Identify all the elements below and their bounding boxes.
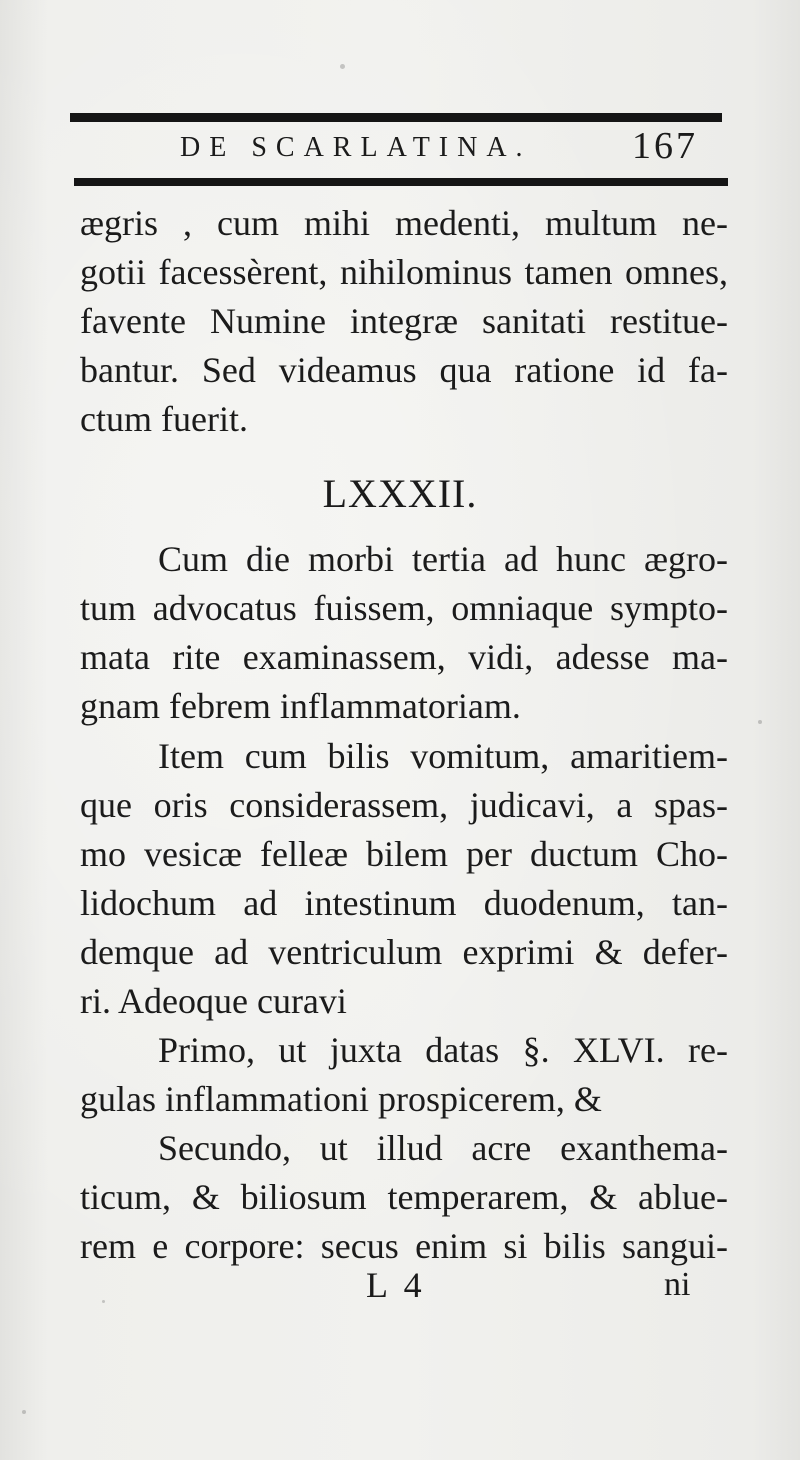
signature-mark: L 4 xyxy=(366,1265,426,1305)
text-line: gnam febrem inflammatoriam. xyxy=(80,686,521,726)
text-line: mata rite examinassem, vidi, adesse ma- xyxy=(80,637,728,677)
text-line: que oris considerassem, judicavi, a spas- xyxy=(80,785,728,825)
text-line: Secundo, ut illud acre exanthema- xyxy=(158,1128,728,1168)
text-line: Primo, ut juxta datas §. XLVI. re- xyxy=(158,1030,728,1070)
paper-speck xyxy=(102,1300,105,1303)
section-heading: LXXXII. xyxy=(322,471,478,516)
text-line: mo vesicæ felleæ bilem per ductum Cho- xyxy=(80,834,728,874)
paper-speck xyxy=(340,64,345,69)
text-line: Cum die morbi tertia ad hunc ægro- xyxy=(158,539,728,579)
catchword: ni xyxy=(664,1266,691,1303)
text-line: favente Numine integræ sanitati restitue- xyxy=(80,301,728,341)
text-line: bantur. Sed videamus qua ratione id fa- xyxy=(80,350,728,390)
text-line: gulas inflammationi prospicerem, & xyxy=(80,1079,602,1119)
text-line: tum advocatus fuissem, omniaque sympto- xyxy=(80,588,728,628)
header-rule-bottom xyxy=(74,178,728,186)
header-rule-top xyxy=(70,113,722,122)
running-title: DE SCARLATINA. xyxy=(180,132,532,163)
text-line: ctum fuerit. xyxy=(80,399,248,439)
page-number: 167 xyxy=(632,125,698,167)
paper-speck xyxy=(22,1410,26,1414)
text-line: ticum, & biliosum temperarem, & ablue- xyxy=(80,1177,728,1217)
text-line: ægris , cum mihi medenti, multum ne- xyxy=(80,203,728,243)
text-line: demque ad ventriculum exprimi & defer- xyxy=(80,932,728,972)
text-line: ri. Adeoque curavi xyxy=(80,981,347,1021)
text-line: gotii facessèrent, nihilominus tamen omnes, xyxy=(80,252,728,292)
text-line: lidochum ad intestinum duodenum, tan- xyxy=(80,883,728,923)
text-line: rem e corpore: secus enim si bilis sangui- xyxy=(80,1226,728,1266)
text-line: Item cum bilis vomitum, amaritiem- xyxy=(158,736,728,776)
paper-speck xyxy=(758,720,762,724)
